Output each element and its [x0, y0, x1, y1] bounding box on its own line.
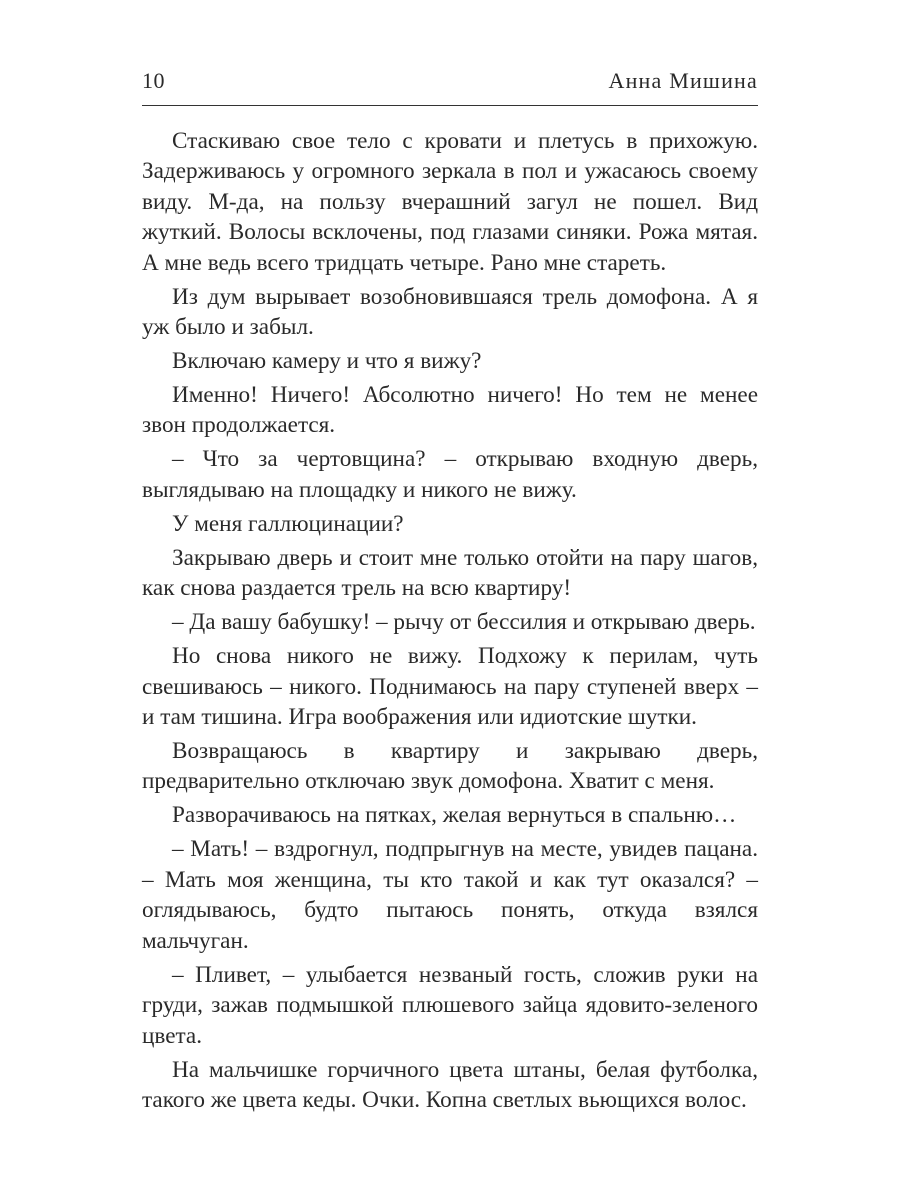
- paragraph: – Да вашу бабушку! – рычу от бессилия и открываю дверь.: [172, 609, 756, 636]
- paragraph: – Что за чертовщина? – открываю входную дверь, выглядываю на площадку и никого не вижу.: [142, 446, 758, 503]
- paragraph: На мальчишке горчичного цвета штаны, белая футболка, такого же цвета кеды. Очки. Копна светлых вьющихся волос.: [142, 1056, 758, 1113]
- header-rule: [142, 105, 758, 106]
- paragraph: Из дум вырывает возобновившаяся трель домофона. А я уж было и забыл.: [142, 283, 758, 341]
- page-number: 10: [142, 68, 165, 93]
- paragraph: У меня галлюцинации?: [172, 510, 404, 537]
- paragraph: – Пливет, – улыбается незваный гость, сложив руки на груди, зажав подмышкой плюшевого зайца ядовито-зеленого цвета.: [142, 961, 758, 1049]
- paragraph: Но снова никого не вижу. Подхожу к перилам, чуть свешиваюсь – никого. Поднимаюсь на пару ступеней вверх – и там тишина. Игра воображения или идиотские шутки.: [142, 643, 758, 731]
- body-text: [142, 126, 758, 1119]
- paragraph: Именно! Ничего! Абсолютно ничего! Но тем не менее звон продолжается.: [142, 382, 758, 439]
- paragraph: Возвращаюсь в квартиру и закрываю дверь, предварительно отключаю звук домофона. Хватит с меня.: [142, 738, 758, 795]
- paragraph: Закрываю дверь и стоит мне только отойти на пару шагов, как снова раздается трель на всю квартиру!: [142, 544, 758, 602]
- paragraph: – Мать! – вздрогнул, подпрыгнув на месте, увидев пацана. – Мать моя женщина, ты кто такой и как тут оказался? – оглядываюсь, будто пытаюсь понять, откуда взялся мальчуган.: [142, 836, 758, 954]
- paragraph: Разворачиваюсь на пятках, желая вернуться в спальню…: [172, 802, 737, 829]
- paragraph: Включаю камеру и что я вижу?: [172, 348, 482, 375]
- paragraph: Стаскиваю свое тело с кровати и плетусь в прихожую. Задерживаюсь у огромного зеркала в пол и ужасаюсь своему виду. М-да, на пользу вчерашний загул не пошел. Вид жуткий. Волосы всклочены, под глазами синяки. Рожа мятая. А мне ведь всего тридцать четыре. Рано мне стареть.: [142, 128, 758, 276]
- page-header: [142, 64, 758, 94]
- running-head-author: Анна Мишина: [608, 68, 758, 93]
